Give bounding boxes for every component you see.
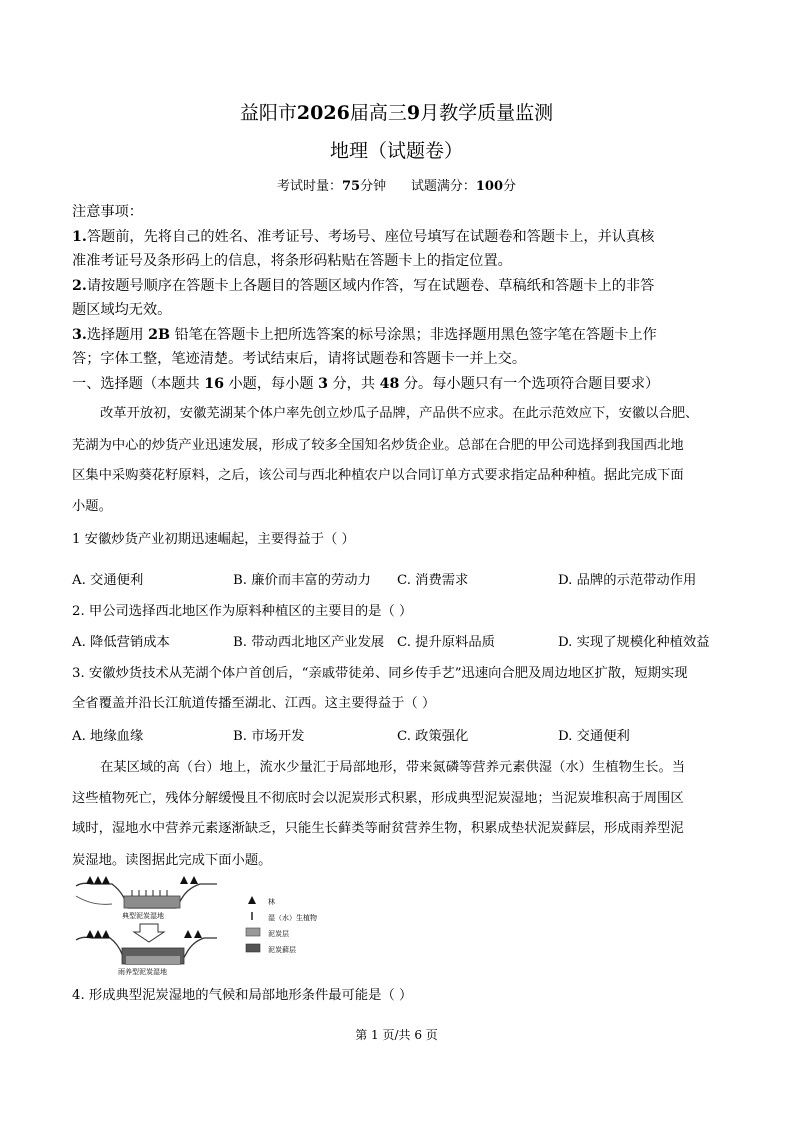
peat-wetland-diagram <box>72 872 342 977</box>
q3-option-b: B. 市场开发 <box>233 729 305 744</box>
moss-layer-swatch <box>246 944 260 952</box>
passage2-line: 炭湿地。读图据此完成下面小题。 <box>72 853 272 868</box>
q2-option-c: C. 提升原料品质 <box>397 635 495 650</box>
legend-forest: 林 <box>268 898 275 906</box>
question-2-stem: 2. 甲公司选择西北地区作为原料种植区的主要目的是（ ） <box>72 604 413 619</box>
peat-layer-swatch <box>246 928 260 936</box>
q2-option-a: A. 降低营销成本 <box>72 635 170 650</box>
notice-title: 注意事项： <box>72 204 143 220</box>
passage1-line: 改革开放初，安徽芜湖某个体户率先创立炒瓜子品牌，产品供不应求。在此示范效应下，安徽以合肥、 <box>100 406 699 421</box>
notice-item-2-cont: 题区域均无效。 <box>72 302 172 318</box>
passage2-line: 这些植物死亡，残体分解缓慢且不彻底时会以泥炭形式积累，形成典型泥炭湿地；当泥炭堆积高于周围区 <box>72 791 684 806</box>
section-heading: 一、选择题（本题共 16 小题，每小题 3 分，共 48 分。每小题只有一个选项符合题目要求） <box>72 376 660 392</box>
q1-option-b: B. 廉价而丰富的劳动力 <box>233 573 371 588</box>
subject-title: 地理（试题卷） <box>329 140 463 162</box>
q3-option-a: A. 地缘血缘 <box>72 729 144 744</box>
passage2-line: 域时，湿地水中营养元素逐渐缺乏，只能生长藓类等耐贫营养生物，积累成垫状泥炭藓层，形成雨养型泥 <box>72 821 684 836</box>
question-1-stem: 1 安徽炒货产业初期迅速崛起，主要得益于（ ） <box>72 532 355 547</box>
q2-option-b: B. 带动西北地区产业发展 <box>233 635 385 650</box>
notice-item-1: 1.答题前，先将自己的姓名、准考证号、考场号、座位号填写在试题卷和答题卡上，并认真核 <box>72 229 655 245</box>
notice-item-3-cont: 答；字体工整，笔迹清楚。考试结束后，请将试题卷和答题卡一并上交。 <box>72 351 527 367</box>
legend-moss: 泥炭藓层 <box>268 946 296 954</box>
exam-info: 考试时量：75分钟 试题满分：100分 <box>276 179 517 194</box>
exam-title: 益阳市2026届高三9月教学质量监测 <box>239 102 554 124</box>
notice-item-2: 2.请按题号顺序在答题卡上各题目的答题区域内作答，写在试题卷、草稿纸和答题卡上的非答 <box>72 278 655 294</box>
notice-item-1-cont: 准准考证号及条形码上的信息，将条形码粘贴在答题卡上的指定位置。 <box>72 253 512 269</box>
question-3-stem: 3. 安徽炒货技术从芜湖个体户首创后，“亲戚带徒弟、同乡传手艺”迅速向合肥及周边地区扩散，短期实现 <box>72 666 688 681</box>
passage2-line: 在某区域的高（台）地上，流水少量汇于局部地形，带来氮磷等营养元素供湿（水）生植物生长。当 <box>100 760 686 775</box>
page-number: 第 1 页/共 6 页 <box>355 1028 438 1042</box>
peat-wetland-figure <box>72 872 342 977</box>
notice-item-3: 3.选择题用 2B 铅笔在答题卡上把所选答案的标号涂黑；非选择题用黑色签字笔在答题卡上作 <box>72 327 657 343</box>
passage1-line: 小题。 <box>72 499 112 514</box>
figure-label-bottom: 雨养型泥炭湿地 <box>118 968 167 976</box>
legend-plant: 湿（水）生植物 <box>268 914 317 922</box>
figure-label-top: 典型泥炭湿地 <box>122 912 164 920</box>
q2-option-d: D. 实现了规模化种植效益 <box>558 635 710 650</box>
q1-option-d: D. 品牌的示范带动作用 <box>558 573 697 588</box>
question-3-stem-cont: 全省覆盖并沿长江航道传播至湖北、江西。这主要得益于（ ） <box>72 696 436 711</box>
legend-peat: 泥炭层 <box>268 930 289 938</box>
q3-option-c: C. 政策强化 <box>397 729 469 744</box>
q1-option-a: A. 交通便利 <box>72 573 144 588</box>
passage1-line: 芜湖为中心的炒货产业迅速发展，形成了较多全国知名炒货企业。总部在合肥的甲公司选择到我国西北地 <box>72 438 684 453</box>
q1-option-c: C. 消费需求 <box>397 573 469 588</box>
passage1-line: 区集中采购葵花籽原料，之后，该公司与西北种植农户以合同订单方式要求指定品种种植。据此完成下面 <box>72 468 684 483</box>
q3-option-d: D. 交通便利 <box>558 729 630 744</box>
question-4-stem: 4. 形成典型泥炭湿地的气候和局部地形条件最可能是（ ） <box>72 988 413 1003</box>
